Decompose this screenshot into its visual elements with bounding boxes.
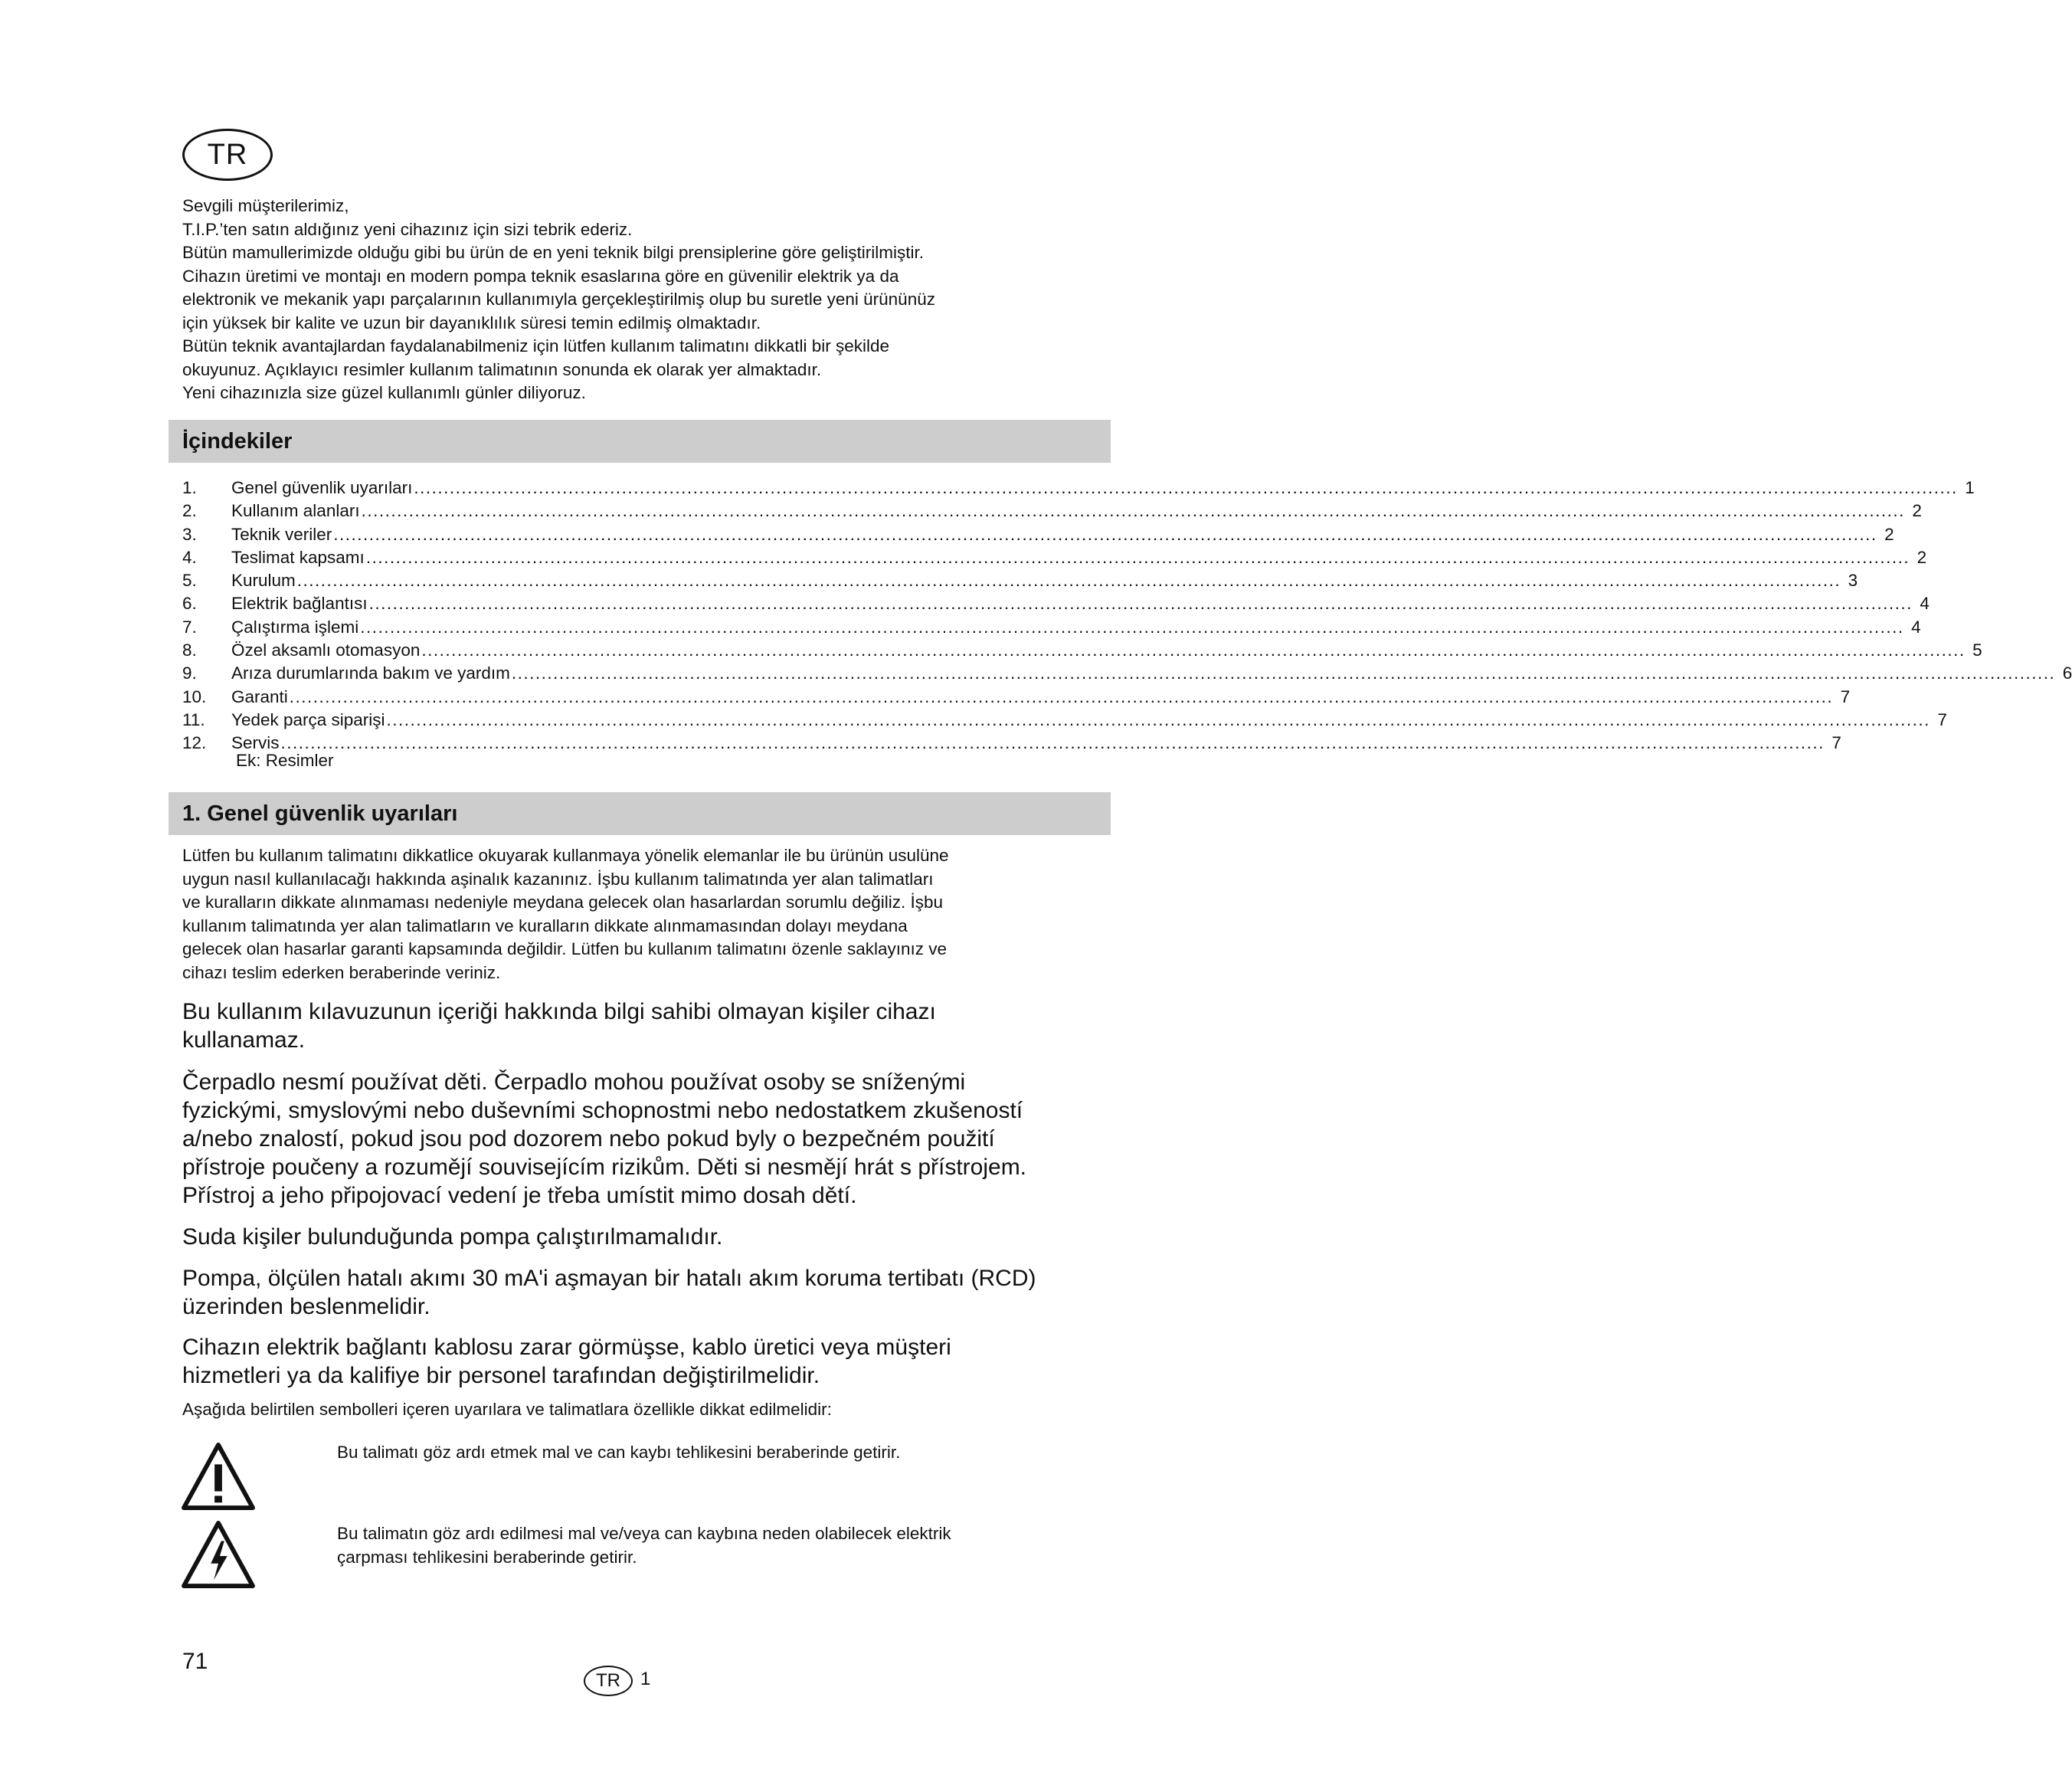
warning-electric-line: Bu talimatın göz ardı edilmesi mal ve/veya can kaybına neden olabilecek elektrik [337,1524,951,1543]
warning-persons-in-water [182,1223,1101,1251]
toc-dot-leader: .................................................................................................................................................................................................................................................................... [360,617,1904,637]
toc-item-title: Teknik veriler [231,524,332,544]
warning-line: üzerinden beslenmelidir. [182,1294,430,1319]
toc-dot-leader: .................................................................................................................................................................................................................................................................... [280,733,1825,753]
paragraph-line: kullanım talimatında yer alan talimatların ve kuralların dikkate alınmamasından dolayı meydana [182,916,908,935]
toc-item-title: Kullanım alanları [231,501,360,521]
toc-item-number: 7. [182,617,197,637]
electric-hazard-icon [181,1520,256,1589]
toc-item [182,639,1982,662]
paragraph-line: Lütfen bu kullanım talimatını dikkatlice okuyarak kullanmaya yönelik elemanlar ile bu ürünün usulüne [182,846,949,865]
warning-children [182,1068,1101,1210]
toc-dot-leader: .................................................................................................................................................................................................................................................................... [296,571,1841,591]
toc-item [182,616,1921,639]
warning-line: Čerpadlo nesmí používat děti. Čerpadlo mohou používat osoby se sníženými [182,1070,966,1095]
toc-item-page: 1 [1965,478,1975,497]
paragraph-line: uygun nasıl kullanılacağı hakkında aşinalık kazanınız. İşbu kullanım talimatında yer alan talimatları [182,869,934,889]
warning-line: Pompa, ölçülen hatalı akımı 30 mA'i aşmayan bir hatalı akım koruma tertibatı (RCD) [182,1266,1036,1291]
toc-item [182,662,2072,685]
paragraph-line: ve kuralların dikkate alınmaması nedeniyle meydana gelecek olan hasarlardan sorumlu değiliz. İşbu [182,893,944,912]
toc-item [182,523,1894,546]
intro-line: elektronik ve mekanik yapı parçalarının kullanımıyla gerçekleştirilmiş olup bu suretle yeni ürününüz [182,290,935,309]
toc-item-page: 4 [1920,594,1930,614]
table-of-contents [182,477,2072,755]
toc-dot-leader: .................................................................................................................................................................................................................................................................... [289,686,1834,706]
paragraph-line: cihazı teslim ederken beraberinde veriniz. [182,962,501,982]
toc-appendix: Ek: Resimler [236,751,334,770]
warning-line: Suda kişiler bulunduğunda pompa çalıştırılmamalıdır. [182,1224,723,1250]
toc-item [182,686,1851,709]
toc-item-number: 11. [182,709,205,729]
intro-line: Cihazın üretimi ve montajı en modern pompa teknik esaslarına göre en güvenilir elektrik ya da [182,266,899,286]
toc-dot-leader: .................................................................................................................................................................................................................................................................... [421,640,1966,660]
toc-item-number: 4. [182,547,197,567]
warning-triangle-icon [181,1442,256,1511]
intro-line: Bütün teknik avantajlardan faydalanabilmeniz için lütfen kullanım talimatını dikkatli bir şekilde [182,336,889,355]
toc-item-page: 5 [1972,640,1982,660]
warning-line: Přístroj a jeho připojovací vedení je třeba umístit mimo dosah dětí. [182,1183,857,1208]
warning-knowledge [182,998,1101,1054]
warning-line: Bu kullanım kılavuzunun içeriği hakkında bilgi sahibi olmayan kişiler cihazı [182,999,936,1024]
toc-item-number: 10. [182,686,207,706]
footer-language-badge: TR [584,1666,633,1696]
toc-item-page: 3 [1848,571,1858,591]
toc-item-number: 8. [182,640,197,660]
toc-item [182,709,1947,732]
warning-line: a/nebo znalostí, pokud jsou pod dozorem nebo pokud byly o bezpečném použití [182,1126,995,1152]
paragraph-line: gelecek olan hasarlar garanti kapsamında değildir. Lütfen bu kullanım talimatını özenle saklayınız ve [182,939,948,958]
intro-line: için yüksek bir kalite ve uzun bir dayanıklılık süresi temin edilmiş olmaktadır. [182,313,761,333]
toc-item [182,569,1858,592]
toc-item-page: 4 [1911,617,1921,637]
toc-item-page: 2 [1912,501,1922,521]
intro-line: T.I.P.’ten satın aldığınız yeni cihazınız için sizi tebrik ederiz. [182,219,633,239]
warning-cable [182,1333,1101,1390]
toc-item-page: 2 [1917,547,1927,567]
toc-item-number: 6. [182,594,197,614]
toc-item [182,546,1927,569]
toc-item-number: 3. [182,524,197,544]
intro-line: okuyunuz. Açıklayıcı resimler kullanım talimatının sonunda ek olarak yer almaktadır. [182,359,822,379]
page-number: 71 [182,1649,208,1674]
toc-item [182,477,1975,500]
warning-electric-line: çarpması tehlikesini beraberinde getirir. [337,1548,637,1567]
toc-item-page: 7 [1831,733,1841,753]
warning-line: hizmetleri ya da kalifiye bir personel tarafından değiştirilmelidir. [182,1363,820,1388]
toc-item-page: 7 [1937,709,1947,729]
toc-dot-leader: .................................................................................................................................................................................................................................................................... [368,594,1913,614]
toc-item-title: Yedek parça siparişi [231,709,385,729]
toc-item-title: Çalıştırma işlemi [231,617,359,637]
toc-dot-leader: .................................................................................................................................................................................................................................................................... [365,547,1910,567]
toc-item-page: 6 [2062,663,2072,683]
toc-item-title: Özel aksamlı otomasyon [231,640,421,660]
warning-line: Cihazın elektrik bağlantı kablosu zarar görmüşse, kablo üretici veya müşteri [182,1335,951,1360]
toc-item-title: Servis [231,733,280,753]
toc-item-title: Elektrik bağlantısı [231,594,368,614]
warning-line: fyzickými, smyslovými nebo duševními schopnostmi nebo nedostatkem zkušeností [182,1098,1023,1123]
language-badge: TR [182,129,273,181]
toc-item [182,592,1930,615]
toc-item-title: Genel güvenlik uyarıları [231,478,413,497]
toc-heading: İçindekiler [169,420,1111,463]
toc-item-number: 1. [182,478,197,497]
toc-item-page: 2 [1884,524,1894,544]
section-1-paragraph [182,844,1086,984]
intro-line: Yeni cihazınızla size güzel kullanımlı günler diliyoruz. [182,383,586,402]
toc-item-title: Arıza durumlarında bakım ve yardım [231,663,510,683]
toc-dot-leader: .................................................................................................................................................................................................................................................................... [386,709,1930,729]
section-page-number: 1 [640,1669,651,1689]
toc-dot-leader: .................................................................................................................................................................................................................................................................... [361,501,1905,521]
toc-dot-leader: .................................................................................................................................................................................................................................................................... [414,478,1958,497]
toc-dot-leader: .................................................................................................................................................................................................................................................................... [511,663,2056,683]
toc-dot-leader: .................................................................................................................................................................................................................................................................... [333,524,1877,544]
toc-item [182,500,1922,523]
toc-item-page: 7 [1840,686,1851,706]
toc-item-number: 2. [182,501,197,521]
warning-line: přístroje poučeny a rozumějí souvisejícím rizikům. Děti si nesmějí hrát s přístrojem. [182,1155,1027,1180]
toc-item-number: 12. [182,733,207,753]
intro-line: Bütün mamullerimizde olduğu gibi bu ürün de en yeni teknik bilgi prensiplerine göre geliştirilmiştir. [182,243,924,262]
toc-item-number: 5. [182,571,197,591]
warning-general-line: Bu talimatı göz ardı etmek mal ve can kaybı tehlikesini beraberinde getirir. [337,1443,901,1462]
warning-general-text [337,1440,1103,1464]
symbols-note: Aşağıda belirtilen sembolleri içeren uyarılara ve talimatlara özellikle dikkat edilmelidir: [182,1400,832,1419]
toc-item-title: Garanti [231,686,288,706]
section-1-heading: 1. Genel güvenlik uyarıları [169,792,1111,835]
intro-text [182,195,1086,405]
warning-line: kullanamaz. [182,1027,306,1053]
warning-electric-text [337,1522,1103,1569]
intro-line: Sevgili müşterilerimiz, [182,196,349,215]
toc-item-title: Kurulum [231,571,296,591]
toc-item-number: 9. [182,663,197,683]
warning-rcd [182,1264,1101,1321]
toc-item-title: Teslimat kapsamı [231,547,365,567]
